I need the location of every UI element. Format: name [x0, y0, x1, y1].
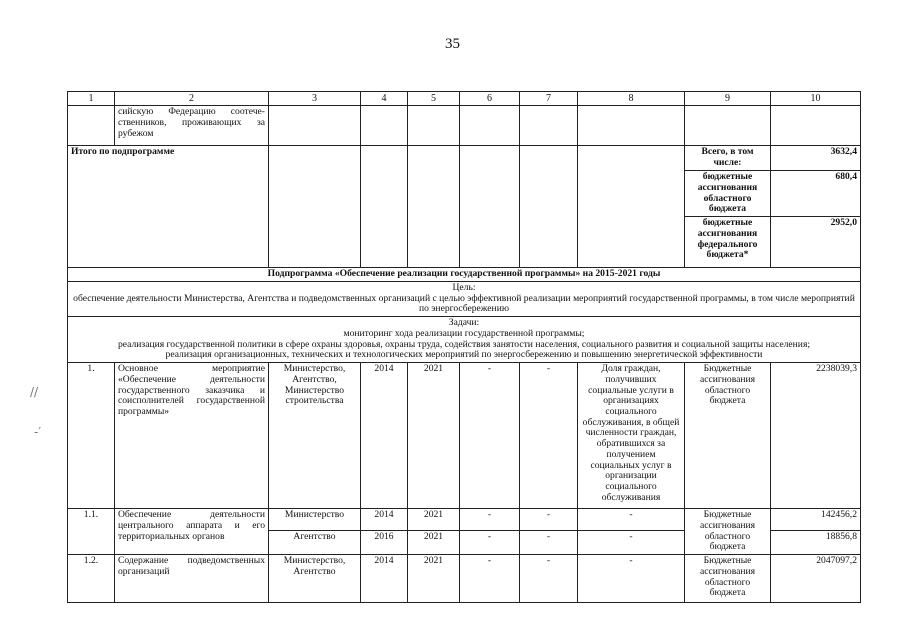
amount: 2238039,3 [771, 363, 861, 509]
end-year: 2021 [408, 509, 460, 531]
col-header: 6 [460, 92, 520, 106]
col-7-value: - [520, 363, 578, 509]
col-6-value: - [460, 531, 520, 555]
margin-pen-mark: ‐′ [34, 425, 42, 439]
table-row [68, 363, 861, 509]
subprogram-title-row [68, 268, 861, 282]
margin-pen-mark: // [30, 385, 39, 399]
col-7-value: - [520, 509, 578, 531]
start-year: 2014 [361, 509, 408, 531]
amount: 2047097,2 [771, 555, 861, 603]
col-6-value: - [460, 509, 520, 531]
indicator: Доля граждан, получивших социальные услуги в организациях социального обслуживания, в общей численности граждан, обратившихся за получением социальных услуг в организации социального обслуживания [578, 363, 685, 509]
end-year: 2021 [408, 555, 460, 603]
col-7-value: - [520, 555, 578, 603]
total-regional-value: 680,4 [771, 171, 861, 217]
table-row [68, 509, 861, 531]
total-label: Итого по подпрограмме [68, 146, 269, 268]
total-regional-label: бюджетные ассигнования областного бюджета [685, 171, 771, 217]
col-header: 7 [520, 92, 578, 106]
goal-text: обеспечение деятельности Министерства, Агентства и подведомственных организаций с целью эффективной реализации мероприятий государственной программы, в том числе мероприятий по энергосбережению [73, 292, 855, 315]
col-header: 2 [115, 92, 269, 106]
col-6-value: - [460, 555, 520, 603]
goal-heading: Цель: [452, 281, 476, 293]
funding-source: Бюджетные ассигнования областного бюджета [685, 363, 771, 509]
subprogram-title: Подпрограмма «Обеспечение реализации государственной программы» на 2015-2021 годы [68, 268, 861, 282]
start-year: 2014 [361, 555, 408, 603]
col-7-value: - [520, 531, 578, 555]
row-number: 1.1. [68, 509, 115, 555]
executor: Министерство, Агентство, Министерство строительства [269, 363, 361, 509]
end-year: 2021 [408, 531, 460, 555]
start-year: 2016 [361, 531, 408, 555]
col-header: 1 [68, 92, 115, 106]
amount: 18856,8 [771, 531, 861, 555]
col-header: 10 [771, 92, 861, 106]
col-header: 4 [361, 92, 408, 106]
activity-name: Основное мероприятие «Обеспечение деятельности государственного заказчика и соисполнителей государственной программы» [115, 363, 269, 509]
continued-text: сийскую Федерацию соотече-ственников, проживающих за рубежом [115, 106, 269, 146]
total-row [68, 146, 861, 171]
start-year: 2014 [361, 363, 408, 509]
executor: Агентство [269, 531, 361, 555]
total-all-label: Всего, в том числе: [685, 146, 771, 171]
row-number: 1.2. [68, 555, 115, 603]
activity-name: Содержание подведомственных организаций [115, 555, 269, 603]
end-year: 2021 [408, 363, 460, 509]
amount: 142456,2 [771, 509, 861, 531]
indicator: - [578, 531, 685, 555]
funding-source: Бюджетные ассигнования областного бюджета [685, 509, 771, 555]
row-number: 1. [68, 363, 115, 509]
indicator: - [578, 555, 685, 603]
col-6-value: - [460, 363, 520, 509]
total-federal-label: бюджетные ассигнования федерального бюджета* [685, 217, 771, 268]
col-header: 5 [408, 92, 460, 106]
activity-name: Обеспечение деятельности центрального аппарата и его территориальных органов [115, 509, 269, 555]
task-item: реализация государственной политики в сфере охраны здоровья, охраны труда, содействия занятости населения, социального развития и социальной защиты населения; [117, 338, 811, 350]
program-table [67, 91, 861, 603]
page-number: 35 [445, 36, 460, 52]
task-item: мониторинг хода реализации государственной программы; [343, 327, 585, 339]
column-number-row [68, 92, 861, 106]
tasks-heading: Задачи: [448, 317, 480, 329]
executor: Министерство [269, 509, 361, 531]
col-header: 3 [269, 92, 361, 106]
continuation-row [68, 106, 861, 146]
col-header: 9 [685, 92, 771, 106]
total-all-value: 3632,4 [771, 146, 861, 171]
table-row [68, 555, 861, 603]
funding-source: Бюджетные ассигнования областного бюджета [685, 555, 771, 603]
goal-row [68, 281, 861, 316]
col-header: 8 [578, 92, 685, 106]
task-item: реализация организационных, технических и технологических мероприятий по энергосбережению и повышению энергетической эффективности [165, 349, 763, 361]
executor: Министерство, Агентство [269, 555, 361, 603]
tasks-row [68, 317, 861, 363]
indicator: - [578, 509, 685, 531]
total-federal-value: 2952,0 [771, 217, 861, 268]
